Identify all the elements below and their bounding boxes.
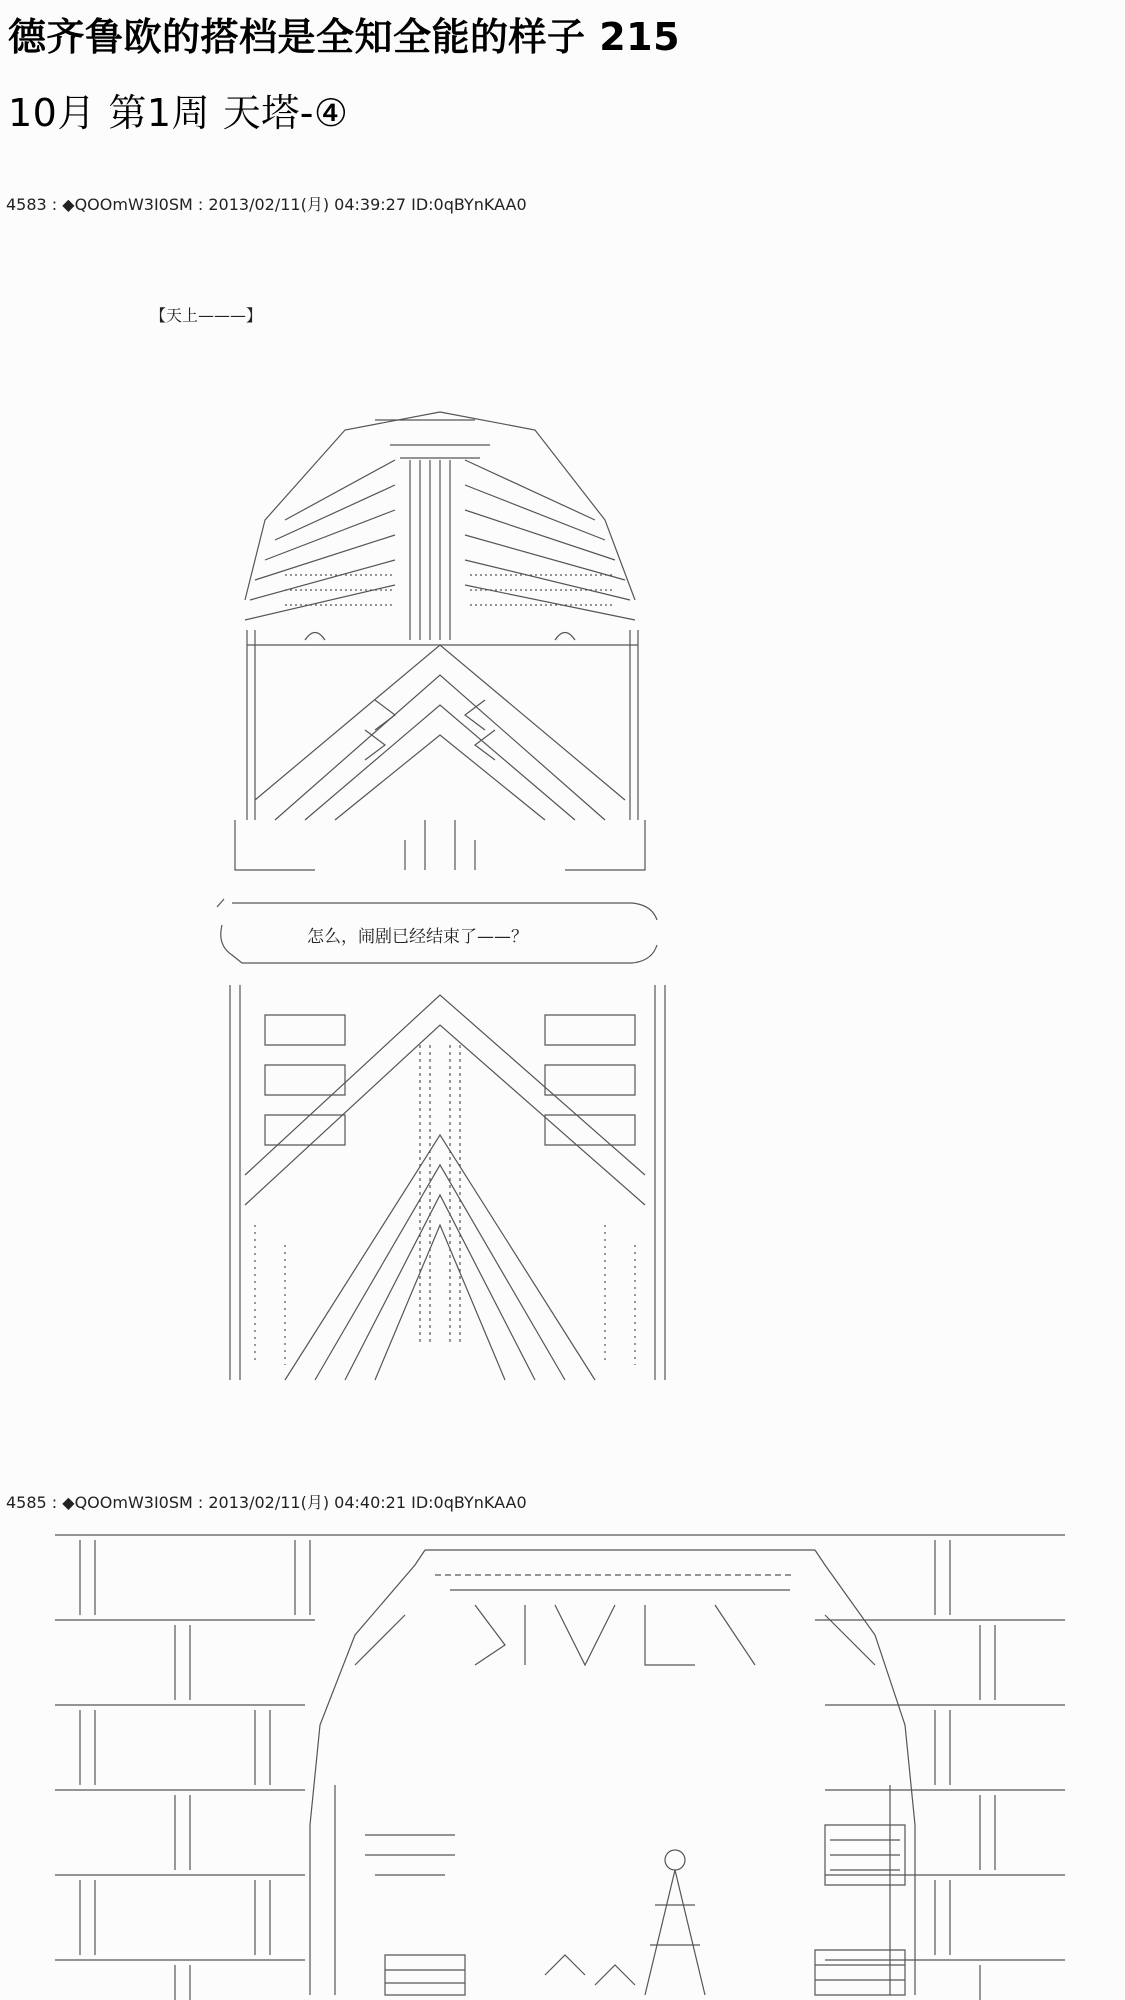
scene-label: 【天上———】 bbox=[150, 306, 263, 325]
dialogue-text: 怎么，闹剧已经结束了——？ bbox=[307, 927, 528, 947]
gate-art-icon bbox=[55, 1525, 1070, 2000]
post-header-4585: 4585 : ◆QOOmW3I0SM : 2013/02/11(月) 04:40:21 ID:0qBYnKAA0 bbox=[6, 1493, 527, 1512]
tower-art-icon bbox=[225, 400, 655, 890]
post-header-4583: 4583 : ◆QOOmW3I0SM : 2013/02/11(月) 04:39:27 ID:0qBYnKAA0 bbox=[6, 195, 527, 214]
page-subtitle: 10月 第1周 天塔-④ bbox=[8, 91, 349, 135]
page-title: 德齐鲁欧的搭档是全知全能的样子 215 bbox=[8, 15, 681, 59]
tower-interior-art-icon bbox=[225, 985, 675, 1385]
